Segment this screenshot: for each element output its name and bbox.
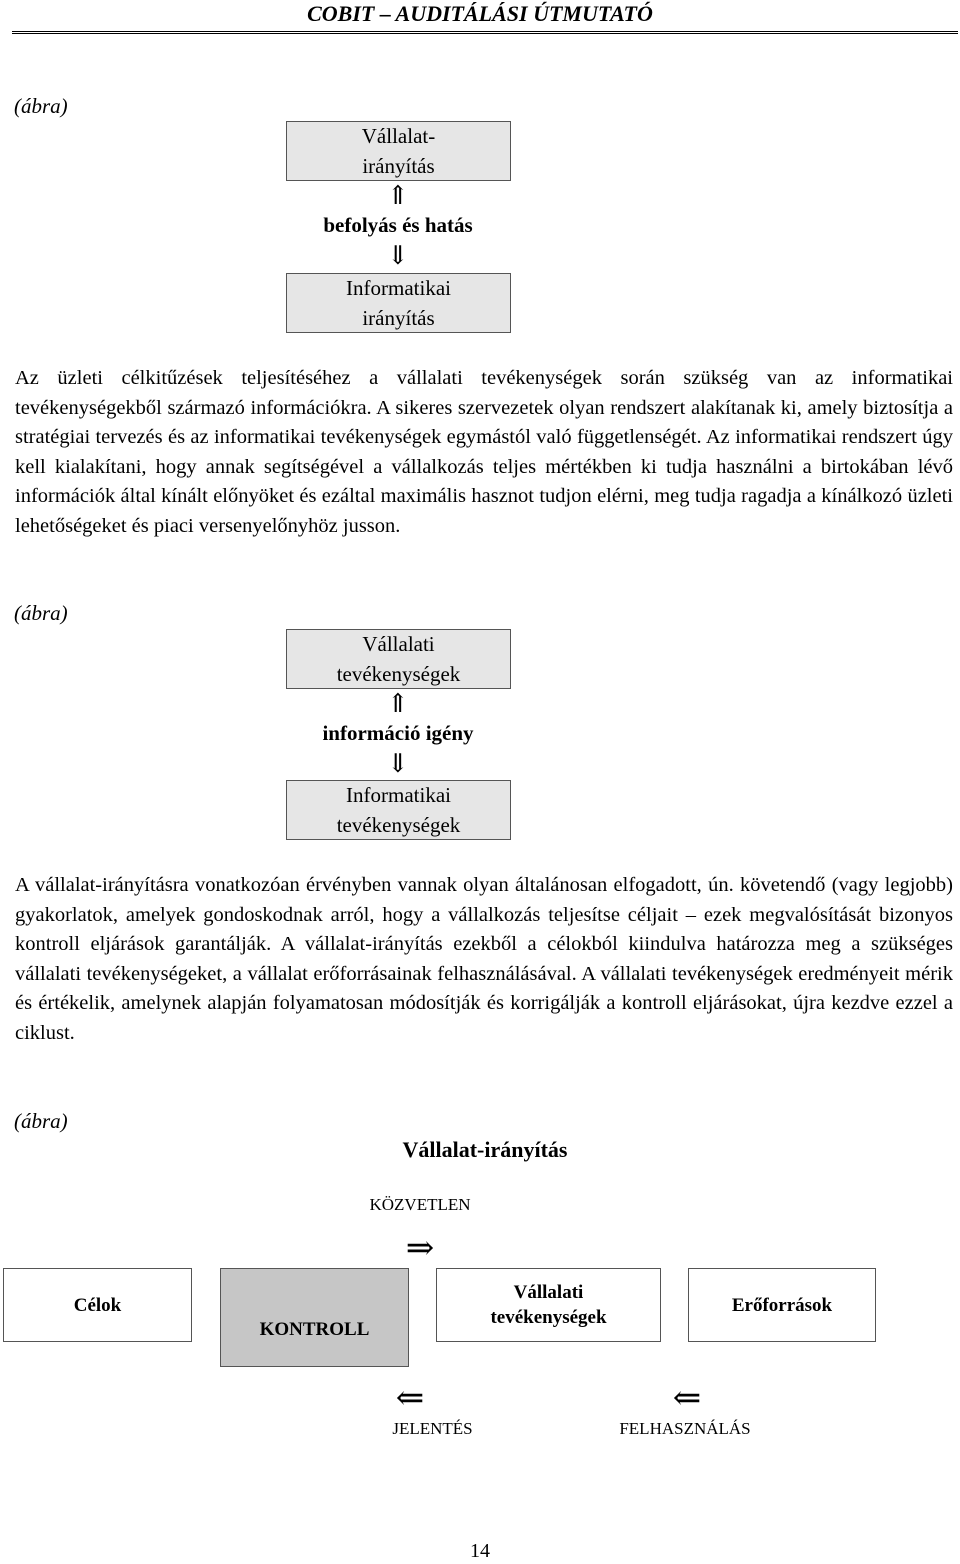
figure-2-top-box: Vállalati tevékenységek [286, 629, 511, 689]
resources-box [688, 1268, 876, 1342]
double-up-arrow-icon: ⇑ [387, 689, 409, 718]
double-up-arrow-icon: ⇑ [387, 181, 409, 210]
usage-label: FELHASZNÁLÁS [619, 1419, 751, 1438]
figure-3-label: (ábra) [14, 1109, 68, 1133]
figure-1-top-box: Vállalat- irányítás [286, 121, 511, 181]
double-left-arrow-icon: ⇐ [672, 1380, 702, 1417]
activities-label: Vállalati tevékenységek [490, 1282, 607, 1328]
figure-2-middle-label: információ igény [322, 721, 474, 745]
double-down-arrow-icon: ⇓ [387, 241, 409, 270]
double-left-arrow-icon: ⇐ [395, 1380, 425, 1417]
paragraph-2: A vállalat-irányításra vonatkozóan érvényben vannak olyan általánosan elfogadott, ún. követendő (vagy legjobb) gyakorlatok, amelyek gondoskodnak arról, hogy a vállalkozás teljesítse céljait – ezek megvalósítását bizonyos kontroll eljárások garantálják. A vállalat-irányítás ezekből a célokból kiindulva határozza meg a szükséges vállalati tevékenységeket, a vállalat erőforrásainak felhasználásával. A vállalati tevékenységek eredményeit mérik és értékelik, amelynek alapján folyamatosan módosítják és korrigálják a kontroll eljárásokat, újra kezdve ezzel a ciklust. [15, 874, 953, 1044]
direct-label: KÖZVETLEN [369, 1195, 471, 1214]
activities-box [436, 1268, 661, 1342]
goals-box [3, 1268, 192, 1342]
control-label: KONTROLL [259, 1319, 370, 1340]
double-down-arrow-icon: ⇓ [387, 749, 409, 778]
control-box [220, 1268, 409, 1367]
figure-1-bottom-box: Informatikai irányítás [286, 273, 511, 333]
header-title: COBIT – AUDITÁLÁSI ÚTMUTATÓ [307, 1, 653, 26]
header-rule [12, 31, 958, 34]
double-right-arrow-icon: ⇒ [405, 1230, 435, 1267]
figure-3-title: Vállalat-irányítás [402, 1137, 568, 1162]
goals-label: Célok [73, 1294, 122, 1316]
paragraph-1: Az üzleti célkitűzések teljesítéséhez a vállalati tevékenységek során szükség van az informatikai tevékenységekből származó információkra. A sikeres szervezetek olyan rendszert alakítanak ki, amely biztosítja a stratégiai tervezés és az informatikai tevékenységek egymástól való függetlenségét. Az informatikai rendszert úgy kell kialakítani, hogy annak segítségével a vállalkozás teljes mértékben ki tudja használni a birtokában lévő információk által kínált előnyöket és ezáltal maximális hasznot tudjon elérni, meg tudja ragadja a kínálkozó üzleti lehetőségeket és piaci versenyelőnyhöz jusson. [15, 367, 953, 537]
resources-label: Erőforrások [731, 1294, 833, 1316]
page-number: 14 [470, 1540, 490, 1562]
figure-2-bottom-box: Informatikai tevékenységek [286, 780, 511, 840]
figure-1-label: (ábra) [14, 94, 68, 118]
report-label: JELENTÉS [392, 1419, 473, 1438]
figure-1-middle-label: befolyás és hatás [323, 213, 473, 237]
figure-2-label: (ábra) [14, 601, 68, 625]
